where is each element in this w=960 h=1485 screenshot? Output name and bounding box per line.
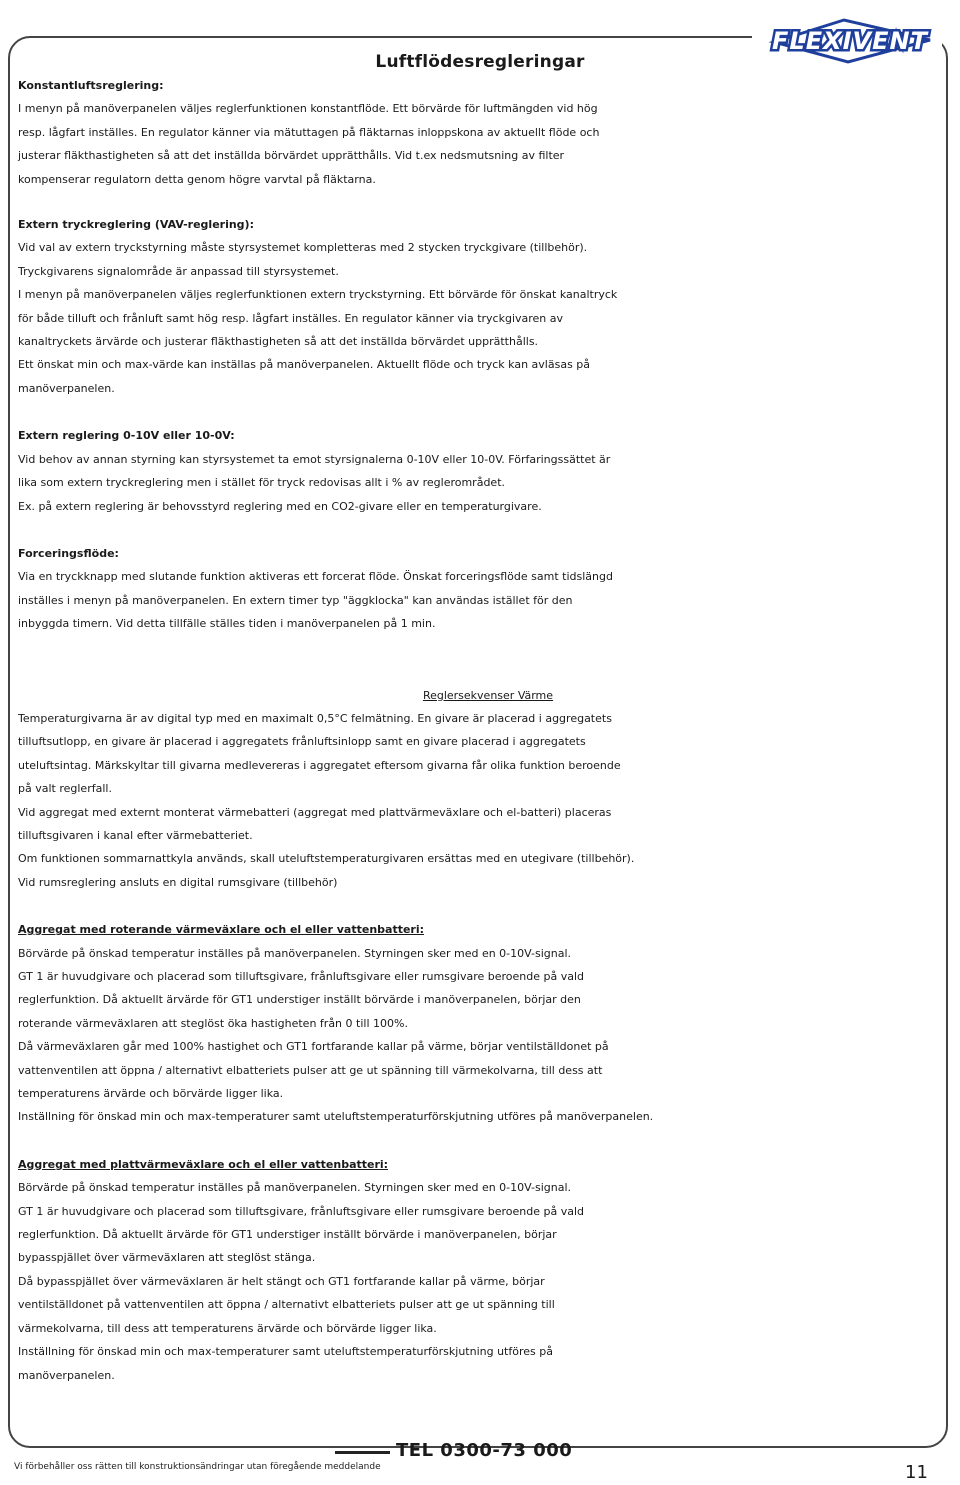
logo-text: FLEXIVENT	[772, 27, 928, 55]
page-title: Luftflödesregleringar	[375, 52, 585, 72]
page-number: 11	[905, 1462, 928, 1483]
section-extern-0-10v	[18, 424, 938, 518]
text-line: kompenserar regulatorn detta genom högre varvtal på fläktarna.	[18, 172, 376, 186]
text-line: manöverpanelen.	[18, 381, 115, 395]
footer-disclaimer: Vi förbehåller oss rätten till konstruktionsändringar utan föregående meddelande	[14, 1462, 381, 1472]
section-heading: Forceringsflöde:	[18, 546, 119, 560]
text-line: inbyggda timern. Vid detta tillfälle ställes tiden i manöverpanelen på 1 min.	[18, 617, 436, 631]
text-line: tilluftsgivaren i kanal efter värmebatteriet.	[18, 828, 253, 842]
text-line: uteluftsintag. Märkskyltar till givarna medlevereras i aggregatet eftersom givarna får olika funktion beroende	[18, 758, 621, 772]
section-forcering	[18, 542, 938, 636]
text-line: GT 1 är huvudgivare och placerad som tilluftsgivare, frånluftsgivare eller rumsgivare beroende på vald	[18, 970, 584, 983]
section-extern-tryck	[18, 213, 938, 400]
text-line: Vid behov av annan styrning kan styrsystemet ta emot styrsignalerna 0-10V eller 10-0V. Förfaringssättet är	[18, 452, 611, 466]
text-line: Om funktionen sommarnattkyla används, skall uteluftstemperaturgivaren ersättas med en utegivare (tillbehör).	[18, 852, 635, 866]
section-roterande	[18, 918, 938, 1129]
section-reglersekvenser	[18, 684, 938, 895]
text-line: justerar fläkthastigheten så att det inställda börvärdet upprätthålls. Vid t.ex nedsmutsning av filter	[18, 149, 565, 163]
text-line: ventilställdonet på vattenventilen att öppna / alternativt elbatteriets pulser att ge ut spänning till	[18, 1298, 555, 1312]
footer-telephone: TEL 0300-73 000	[396, 1440, 573, 1461]
text-line: för både tilluft och frånluft samt hög resp. lågfart inställes. En regulator känner via tryckgivaren av	[18, 311, 564, 325]
text-line: Börvärde på önskad temperatur inställes på manöverpanelen. Styrningen sker med en 0-10V-signal.	[18, 1181, 572, 1195]
text-line: Vid val av extern tryckstyrning måste styrsystemet kompletteras med 2 stycken tryckgivare (tillbehör).	[18, 241, 588, 255]
text-line: Då bypasspjället över värmeväxlaren är helt stängt och GT1 fortfarande kallar på värme, börjar	[18, 1274, 545, 1288]
section-platt	[18, 1153, 938, 1387]
text-line: bypasspjället över värmeväxlaren att steglöst stänga.	[18, 1251, 316, 1265]
section-heading: Aggregat med plattvärmeväxlare och el eller vattenbatteri:	[18, 1157, 389, 1171]
text-line: manöverpanelen.	[18, 1368, 115, 1382]
text-line: Då värmeväxlaren går med 100% hastighet och GT1 fortfarande kallar på värme, börjar ventilställdonet på	[18, 1040, 609, 1054]
text-line: reglerfunktion. Då aktuellt ärvärde för GT1 understiger inställt börvärde i manöverpanelen, börjar den	[18, 993, 581, 1007]
text-line: kanaltryckets ärvärde och justerar fläkthastigheten så att det inställda börvärdet upprätthålls.	[18, 335, 539, 349]
section-heading: Aggregat med roterande värmeväxlare och el eller vattenbatteri:	[18, 923, 425, 937]
text-line: resp. lågfart inställes. En regulator känner via mätuttagen på fläktarnas inloppskona av aktuellt flöde och	[18, 125, 600, 139]
text-line: lika som extern tryckreglering men i stället för tryck redovisas allt i % av reglerområdet.	[18, 476, 506, 490]
text-line: roterande värmeväxlaren att steglöst öka hastigheten från 0 till 100%.	[18, 1016, 408, 1030]
section-heading: Extern tryckreglering (VAV-reglering):	[18, 218, 254, 232]
text-line: Inställning för önskad min och max-temperaturer samt uteluftstemperaturförskjutning utföres på	[18, 1345, 553, 1359]
footer-rule	[335, 1451, 390, 1454]
text-line: på valt reglerfall.	[18, 782, 112, 796]
text-line: vattenventilen att öppna / alternativt elbatteriets pulser att ge ut spänning till värmekolvarna, till dess att	[18, 1063, 603, 1077]
text-line: inställes i menyn på manöverpanelen. En extern timer typ "äggklocka" kan användas istället för den	[18, 593, 573, 607]
text-line: Temperaturgivarna är av digital typ med en maximalt 0,5°C felmätning. En givare är placerad i aggregatets	[18, 711, 612, 725]
text-line: Ex. på extern reglering är behovsstyrd reglering med en CO2-givare eller en temperaturgivare.	[18, 499, 542, 513]
text-line: Ett önskat min och max-värde kan inställas på manöverpanelen. Aktuellt flöde och tryck kan avläsas på	[18, 358, 591, 372]
section-title: Reglersekvenser Värme	[422, 688, 554, 702]
section-konstantluft	[18, 74, 938, 191]
text-line: I menyn på manöverpanelen väljes reglerfunktionen extern tryckstyrning. Ett börvärde för önskat kanaltryck	[18, 288, 618, 302]
text-line: Inställning för önskad min och max-temperaturer samt uteluftstemperaturförskjutning utföres på manöverpanelen.	[18, 1110, 654, 1124]
text-line: I menyn på manöverpanelen väljes reglerfunktionen konstantflöde. Ett börvärde för luftmängden vid hög	[18, 102, 598, 116]
text-line: Börvärde på önskad temperatur inställes på manöverpanelen. Styrningen sker med en 0-10V-signal.	[18, 946, 572, 960]
section-heading: Extern reglering 0-10V eller 10-0V:	[18, 429, 235, 443]
text-line: värmekolvarna, till dess att temperaturens ärvärde och börvärde ligger lika.	[18, 1321, 437, 1335]
text-line: Vid aggregat med externt monterat värmebatteri (aggregat med plattvärmeväxlare och el-batteri) placeras	[18, 805, 612, 819]
text-line: Tryckgivarens signalområde är anpassad till styrsystemet.	[18, 264, 339, 278]
text-line: tilluftsutlopp, en givare är placerad i aggregatets frånluftsinlopp samt en givare placerad i aggregatets	[18, 735, 586, 749]
text-line: reglerfunktion. Då aktuellt ärvärde för GT1 understiger inställt börvärde i manöverpanelen, börjar	[18, 1228, 557, 1242]
text-line: temperaturens ärvärde och börvärde ligger lika.	[18, 1087, 284, 1101]
text-line: Via en tryckknapp med slutande funktion aktiveras ett forcerat flöde. Önskat forceringsflöde samt tidslängd	[18, 570, 613, 584]
text-line: GT 1 är huvudgivare och placerad som tilluftsgivare, frånluftsgivare eller rumsgivare beroende på vald	[18, 1204, 584, 1218]
section-heading: Konstantluftsreglering:	[18, 79, 164, 92]
text-line: Vid rumsreglering ansluts en digital rumsgivare (tillbehör)	[18, 875, 338, 889]
document-body	[18, 74, 938, 1387]
